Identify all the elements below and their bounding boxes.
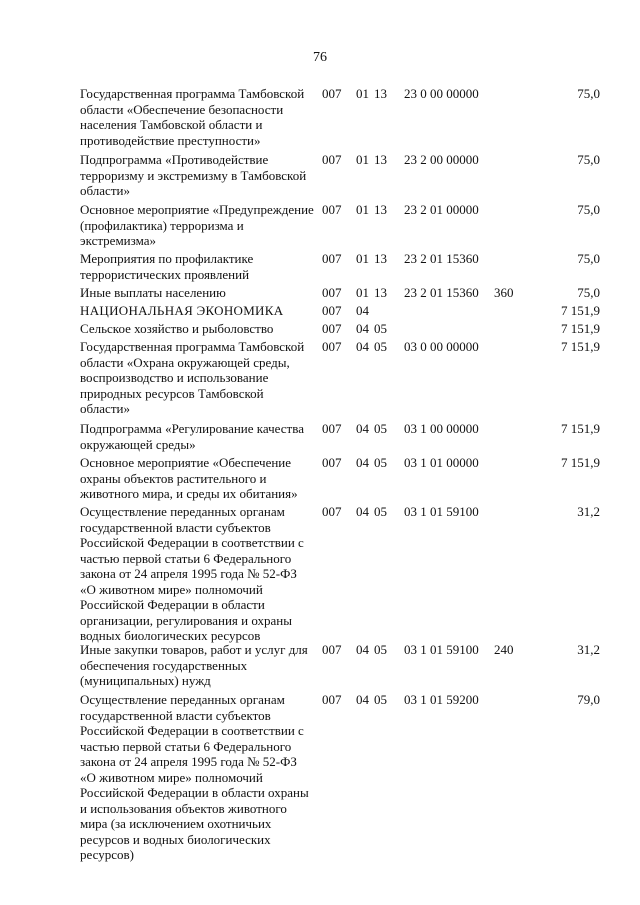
table-row [0, 504, 640, 642]
row-amount: 75,0 [577, 285, 600, 300]
row-name: Основное мероприятие «Обеспечение охраны объектов растительного и животного мира, и среды их обитания» [80, 455, 298, 501]
row-subsection-code: 05 [374, 692, 387, 707]
table-row [0, 321, 640, 339]
row-subsection-code: 05 [374, 504, 387, 519]
row-ministry-code: 007 [322, 303, 342, 318]
table-row [0, 285, 640, 303]
row-name: Основное мероприятие «Предупреждение (профилактика) терроризма и экстремизма» [80, 202, 314, 248]
row-ministry-code: 007 [322, 339, 342, 354]
row-subsection-code: 13 [374, 86, 387, 101]
table-row [0, 86, 640, 152]
row-ministry-code: 007 [322, 251, 342, 266]
row-target-article: 23 2 01 15360 [404, 251, 479, 266]
row-name: Осуществление переданных органам государственной власти субъектов Российской Федерации в соответствии с частью первой статьи 6 Федерального закона от 24 апреля 1995 года № 52-ФЗ «О животном мире» полномочий Российской Федерации в области организации, регулирования и охраны водных биологических ресурсов [80, 504, 304, 643]
row-amount: 75,0 [577, 152, 600, 167]
row-name: Подпрограмма «Регулирование качества окружающей среды» [80, 421, 304, 452]
row-ministry-code: 007 [322, 321, 342, 336]
table-row [0, 421, 640, 455]
row-name: Иные закупки товаров, работ и услуг для обеспечения государственных (муниципальных) нужд [80, 642, 308, 688]
row-section-code: 04 [356, 692, 369, 707]
row-section-code: 01 [356, 251, 369, 266]
row-ministry-code: 007 [322, 642, 342, 657]
row-expense-type: 360 [494, 285, 514, 300]
row-name: Мероприятия по профилактике террористических проявлений [80, 251, 254, 282]
row-ministry-code: 007 [322, 152, 342, 167]
row-section-code: 04 [356, 321, 369, 336]
row-amount: 75,0 [577, 202, 600, 217]
row-subsection-code: 13 [374, 202, 387, 217]
row-section-code: 04 [356, 339, 369, 354]
table-row [0, 642, 640, 692]
row-amount: 7 151,9 [561, 303, 600, 318]
row-ministry-code: 007 [322, 692, 342, 707]
row-name: Подпрограмма «Противодействие терроризму и экстремизму в Тамбовской области» [80, 152, 307, 198]
row-amount: 7 151,9 [561, 339, 600, 354]
row-target-article: 03 1 01 59200 [404, 692, 479, 707]
row-amount: 7 151,9 [561, 421, 600, 436]
row-subsection-code: 05 [374, 421, 387, 436]
row-target-article: 03 1 01 00000 [404, 455, 479, 470]
row-expense-type: 240 [494, 642, 514, 657]
table-row [0, 152, 640, 202]
row-amount: 7 151,9 [561, 321, 600, 336]
table-row [0, 455, 640, 504]
row-amount: 79,0 [577, 692, 600, 707]
row-name: НАЦИОНАЛЬНАЯ ЭКОНОМИКА [80, 303, 284, 318]
row-target-article: 03 1 00 00000 [404, 421, 479, 436]
page-number: 76 [313, 50, 327, 65]
row-section-code: 04 [356, 455, 369, 470]
row-target-article: 23 2 01 00000 [404, 202, 479, 217]
row-name: Иные выплаты населению [80, 285, 226, 300]
row-section-code: 01 [356, 202, 369, 217]
row-target-article: 23 0 00 00000 [404, 86, 479, 101]
row-amount: 75,0 [577, 251, 600, 266]
row-amount: 7 151,9 [561, 455, 600, 470]
row-name: Осуществление переданных органам государственной власти субъектов Российской Федерации в соответствии с частью первой статьи 6 Федерального закона от 24 апреля 1995 года № 52-ФЗ «О животном мире» полномочий Российской Федерации в области охраны и использования объектов животного мира (за исключением охотничьих ресурсов и водных биологических ресурсов) [80, 692, 309, 862]
row-ministry-code: 007 [322, 455, 342, 470]
row-target-article: 23 2 01 15360 [404, 285, 479, 300]
table-row [0, 303, 640, 321]
row-section-code: 01 [356, 285, 369, 300]
row-target-article: 03 1 01 59100 [404, 504, 479, 519]
row-section-code: 01 [356, 152, 369, 167]
row-section-code: 04 [356, 421, 369, 436]
row-amount: 31,2 [577, 504, 600, 519]
row-section-code: 01 [356, 86, 369, 101]
table-row [0, 339, 640, 421]
row-subsection-code: 05 [374, 455, 387, 470]
row-subsection-code: 05 [374, 642, 387, 657]
row-ministry-code: 007 [322, 504, 342, 519]
table-row [0, 251, 640, 285]
row-subsection-code: 13 [374, 285, 387, 300]
row-ministry-code: 007 [322, 421, 342, 436]
row-name: Государственная программа Тамбовской области «Обеспечение безопасности населения Тамбовской области и противодействие преступности» [80, 86, 305, 148]
row-name: Сельское хозяйство и рыболовство [80, 321, 274, 336]
row-name: Государственная программа Тамбовской области «Охрана окружающей среды, воспроизводство и использование природных ресурсов Тамбовской области» [80, 339, 305, 416]
row-subsection-code: 13 [374, 152, 387, 167]
row-amount: 75,0 [577, 86, 600, 101]
row-subsection-code: 13 [374, 251, 387, 266]
row-section-code: 04 [356, 642, 369, 657]
table-row [0, 202, 640, 251]
row-subsection-code: 05 [374, 321, 387, 336]
row-section-code: 04 [356, 504, 369, 519]
row-target-article: 03 0 00 00000 [404, 339, 479, 354]
row-ministry-code: 007 [322, 202, 342, 217]
budget-table [0, 86, 640, 862]
row-ministry-code: 007 [322, 285, 342, 300]
row-target-article: 03 1 01 59100 [404, 642, 479, 657]
table-row [0, 692, 640, 862]
row-target-article: 23 2 00 00000 [404, 152, 479, 167]
row-ministry-code: 007 [322, 86, 342, 101]
row-section-code: 04 [356, 303, 369, 318]
row-amount: 31,2 [577, 642, 600, 657]
row-subsection-code: 05 [374, 339, 387, 354]
